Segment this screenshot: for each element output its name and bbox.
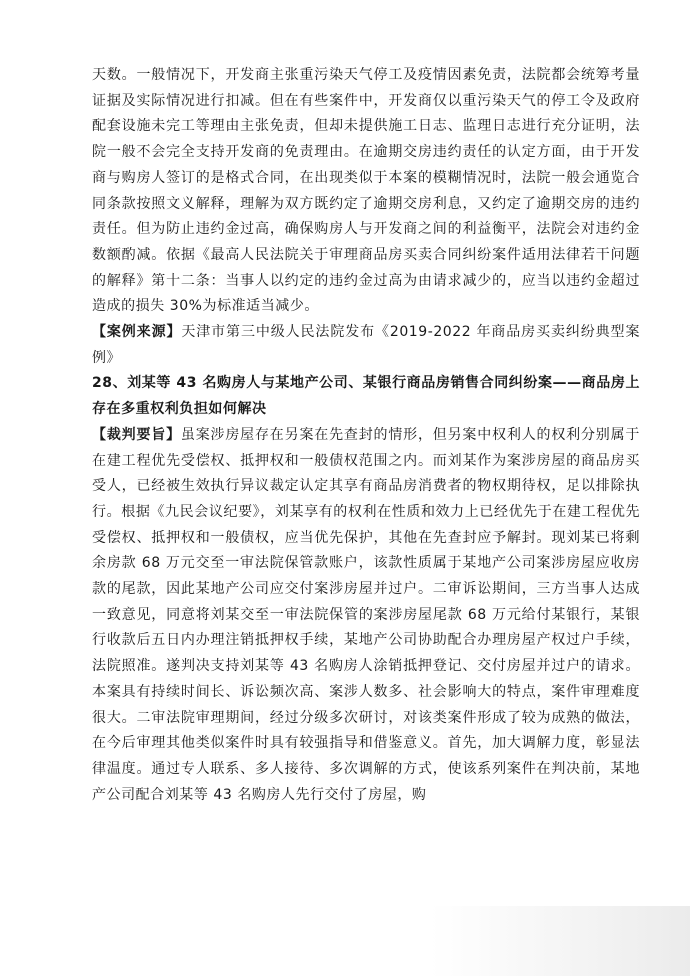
- paragraph-judgment-summary: [92, 423, 640, 809]
- case-title: 28、刘某等 43 名购房人与某地产公司、某银行商品房销售合同纠纷案——商品房上存在多重权利负担如何解决: [92, 375, 640, 418]
- paragraph-case-source: [92, 320, 640, 371]
- paragraph-text: 天数。一般情况下，开发商主张重污染天气停工及疫情因素免责，法院都会统筹考量证据及实际情况进行扣减。但在有些案件中，开发商仅以重污染天气的停工令及政府配套设施未完工等理由主张免责，但却未提供施工日志、监理日志进行充分证明，法院一般不会完全支持开发商的免责理由。在逾期交房违约责任的认定方面，由于开发商与购房人签订的是格式合同，在出现类似于本案的模糊情况时，法院一般会通览合同条款按照文义解释，理解为双方既约定了逾期交房利息，又约定了逾期交房的违约责任。但为防止违约金过高，确保购房人与开发商之间的利益衡平，法院会对违约金数额酌减。依据《最高人民法院关于审理商品房买卖合同纠纷案件适用法律若干问题的解释》第十二条：当事人以约定的违约金过高为由请求减少的，应当以违约金超过造成的损失 30%为标准适当减少。: [92, 67, 640, 315]
- case-source-label: 【案例来源】: [92, 324, 182, 341]
- judgment-summary-text: 虽案涉房屋存在另案在先查封的情形，但另案中权利人的权利分别属于在建工程优先受偿权、抵押权和一般债权范围之内。而刘某作为案涉房屋的商品房买受人，已经被生效执行异议裁定认定其享有商品房消费者的物权期待权，足以排除执行。根据《九民会议纪要》，刘某享有的权利在性质和效力上已经优先于在建工程优先受偿权、抵押权和一般债权，应当优先保护，其他在先查封应予解封。现刘某已将剩余房款 68 万元交至一审法院保管款账户，该款性质属于某地产公司案涉房屋应收房款的尾款，因此某地产公司应交付案涉房屋并过户。二审诉讼期间，三方当事人达成一致意见，同意将刘某交至一审法院保管的案涉房屋尾款 68 万元给付某银行，某银行收款后五日内办理注销抵押权手续，某地产公司协助配合办理房屋产权过户手续，法院照准。遂判决支持刘某等 43 名购房人涂销抵押登记、交付房屋并过户的请求。本案具有持续时间长、诉讼频次高、案涉人数多、社会影响大的特点，案件审理难度很大。二审法院审理期间，经过分级多次研讨，对该类案件形成了较为成熟的做法，在今后审理其他类似案件时具有较强指导和借鉴意义。首先，加大调解力度，彰显法律温度。通过专人联系、多人接待、多次调解的方式，使该系列案件在判决前，某地产公司配合刘某等 43 名购房人先行交付了房屋，购: [92, 426, 640, 803]
- case-source-text: 天津市第三中级人民法院发布《2019-2022 年商品房买卖纠纷典型案例》: [92, 324, 640, 366]
- case-heading: [92, 371, 640, 422]
- page-corner-shadow: [430, 906, 690, 976]
- judgment-summary-label: 【裁判要旨】: [92, 426, 181, 443]
- paragraph-reasoning: [92, 63, 640, 320]
